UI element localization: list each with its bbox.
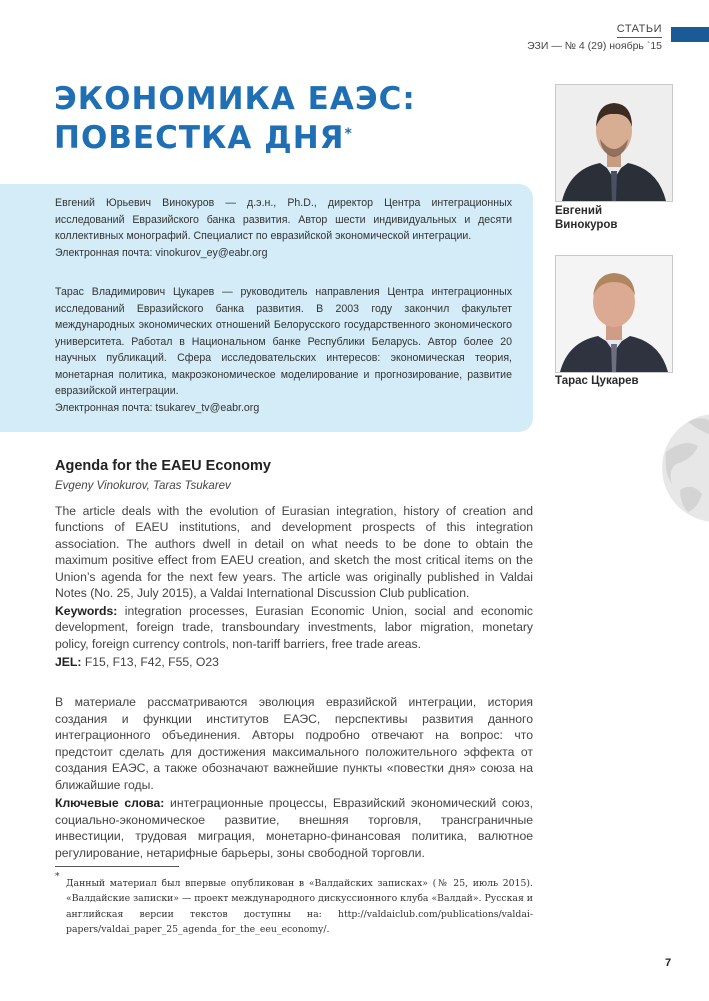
header-accent-bar [671,27,709,42]
author-email-1: Электронная почта: vinokurov_ey@eabr.org [55,246,268,259]
author-name-2: Тарас Цукарев [555,375,639,387]
author-bio-1-text: Евгений Юрьевич Винокуров — д.э.н., Ph.D., директор Центра интеграционных исследований Евразийского банка развития. Автор шести индивидуальных и десяти коллективных монографий. Специалист по евразийской экономической интеграции. [55,197,512,242]
running-header [527,19,662,52]
article-title [54,80,524,158]
author-photo-1 [555,84,673,202]
page-number: 7 [665,957,672,969]
russian-keywords-text: интеграционные процессы, Евразийский экономический союз, социально-экономическое развитие, внешняя торговля, трансграничные инвестиции, трудовая миграция, монетарно-финансовая политика, валютное регулирование, нетарифные барьеры, зоны свободной торговли. [55,796,533,860]
english-keywords-label: Keywords: [55,604,118,618]
english-keywords [55,603,533,652]
english-authors: Evgeny Vinokurov, Taras Tsukarev [55,480,231,492]
author-bio-2 [55,284,512,416]
jel-text: F15, F13, F42, F55, O23 [84,655,219,669]
section-label: СТАТЬИ [617,23,662,38]
title-line-1: ЭКОНОМИКА ЕАЭС: [54,81,416,117]
title-line-2: ПОВЕСТКА ДНЯ [54,120,345,156]
jel-codes [55,655,219,669]
russian-keywords-label: Ключевые слова: [55,796,165,810]
english-keywords-text: integration processes, Eurasian Economic Union, social and economic development, foreign trade, transboundary investments, labor migration, monetary policy, foreign currency controls, non-tariff barriers, free trade areas. [55,604,533,651]
author-photo-2 [555,255,673,373]
russian-abstract: В материале рассматриваются эволюция евразийской интеграции, история создания и функции институтов ЕАЭС, перспективы развития данного интеграционного объединения. Авторы подробно отвечают на вопрос: что предстоит сделать для достижения максимального положительного эффекта от создания ЕАЭС, а также обозначают важнейшие пункты «повестки дня» союза на ближайшие годы. [55,695,533,792]
issue-label: ЭЗИ — № 4 (29) ноябрь `15 [527,40,662,52]
author-bio-1 [55,195,512,261]
author-email-2: Электронная почта: tsukarev_tv@eabr.org [55,401,260,414]
title-footnote-mark: * [344,126,353,142]
jel-label: JEL: [55,655,82,669]
russian-keywords [55,795,533,861]
english-title: Agenda for the EAEU Economy [55,458,271,474]
english-abstract: The article deals with the evolution of Eurasian integration, history of creation and functions of EAEU institutions, and development prospects of this integration association. The authors dwell in detail on what needs to be done to obtain the maximum positive effect from EAEU creation, and sketch the most critical items on the Union’s agenda for the next few years. The article was originally published in Valdai Notes (No. 25, July 2015), a Valdai International Discussion Club publication. [55,504,533,601]
author-name-1: Евгений Винокуров [555,205,618,231]
footnote-mark: * [55,872,60,882]
footnote-text: Данный материал был впервые опубликован в «Валдайских записках» (№ 25, июль 2015). «Валдайские записки» — проект международного дискуссионного клуба «Валдай». Русская и английская версии текстов доступны на: http://valdaiclub.com/publications/valdai-papers/valdai_paper_25_agenda_for_the_eeu_economy/. [66,878,533,935]
globe-icon [658,412,709,524]
author-bio-2-text: Тарас Владимирович Цукарев — руководитель направления Центра интеграционных исследований Евразийского банка развития. В 2003 году закончил факультет международных экономических отношений Белорусского государственного экономического университета. Работал в Национальном банке Республики Беларусь. Автор более 20 научных публикаций. Сфера исследовательских интересов: экономическая теория, монетарная политика, макроэкономическое моделирование и прогнозирование, развитие евразийской интеграции. [55,286,512,397]
footnote-divider [55,866,179,867]
